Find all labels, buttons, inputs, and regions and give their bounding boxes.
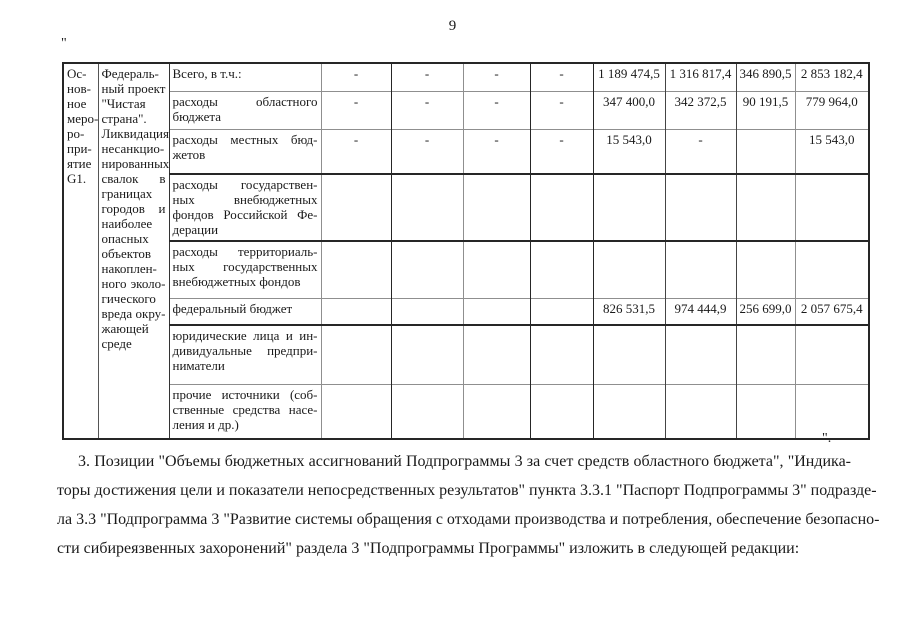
empty-cell [463,298,530,325]
value-cell: 2 853 182,4 [795,63,869,91]
dash-cell: - [321,129,391,174]
value-cell: 347 400,0 [593,91,665,129]
budget-table [62,62,870,440]
value-cell: 90 191,5 [736,91,795,129]
empty-cell [463,174,530,241]
empty-cell [530,325,593,384]
empty-cell [593,325,665,384]
empty-cell [665,241,736,298]
paragraph-line: сти сибиреязвенных захоронений" раздела 3 "Подпрограммы Программы" изложить в следующей редакции: [57,540,800,557]
table-row [63,63,869,91]
project-cell: Федераль-ный проект "Чистая страна". Ликвидация несанкцио-нированных свалок в границах городов и наиболее опасных объектов накоплен-ного эколо-гического вреда окру-жающей среде [98,63,169,439]
dash-cell: - [463,129,530,174]
row-label: прочие источники (соб-ственные средства насе-ления и др.) [169,384,321,439]
value-cell: 256 699,0 [736,298,795,325]
dash-cell: - [530,129,593,174]
value-cell: 2 057 675,4 [795,298,869,325]
closing-quote: ". [822,431,832,446]
empty-cell [593,174,665,241]
empty-cell [321,325,391,384]
measure-cell: Ос-нов-ное меро-ро-при-ятие G1. [63,63,98,439]
table-row [63,384,869,439]
value-cell: 15 543,0 [795,129,869,174]
empty-cell [391,325,463,384]
opening-quote: " [61,36,67,51]
empty-cell [665,174,736,241]
empty-cell [795,384,869,439]
empty-cell [530,174,593,241]
paragraph-line: ла 3.3 "Подпрограмма 3 "Развитие системы обращения с отходами производства и потребления, обеспечение безопасно- [57,511,880,528]
dash-cell: - [391,91,463,129]
dash-cell: - [321,63,391,91]
empty-cell [736,241,795,298]
empty-cell [593,384,665,439]
value-cell: 974 444,9 [665,298,736,325]
empty-cell [463,241,530,298]
dash-cell: - [391,129,463,174]
value-cell: 346 890,5 [736,63,795,91]
empty-cell [321,298,391,325]
row-label: расходы государствен-ных внебюджетных фондов Российской Фе-дерации [169,174,321,241]
page-number: 9 [448,18,457,34]
table-row [63,325,869,384]
row-label: расходы территориаль-ных государственных внебюджетных фондов [169,241,321,298]
value-cell: 15 543,0 [593,129,665,174]
empty-cell [463,384,530,439]
empty-cell [736,174,795,241]
empty-cell [391,384,463,439]
table-row [63,241,869,298]
row-label: юридические лица и ин-дивидуальные предпри-ниматели [169,325,321,384]
value-cell [736,129,795,174]
paragraph-line: торы достижения цели и показатели непосредственных результатов" пункта 3.3.1 "Паспорт Подпрограммы 3" подразде- [57,482,877,499]
row-label: расходы местных бюд-жетов [169,129,321,174]
empty-cell [665,325,736,384]
dash-cell: - [463,63,530,91]
empty-cell [530,384,593,439]
empty-cell [321,241,391,298]
empty-cell [530,241,593,298]
value-cell: 1 189 474,5 [593,63,665,91]
row-label: расходы областного бюджета [169,91,321,129]
table-row [63,298,869,325]
empty-cell [391,298,463,325]
paragraph-line: 3. Позиции "Объемы бюджетных ассигнований Подпрограммы 3 за счет средств областного бюджета", "Индика- [78,453,851,470]
dash-cell: - [463,91,530,129]
amendment-paragraph [57,447,880,563]
empty-cell [321,174,391,241]
empty-cell [736,325,795,384]
empty-cell [795,174,869,241]
table-row [63,174,869,241]
empty-cell [391,174,463,241]
table-row [63,129,869,174]
empty-cell [593,241,665,298]
dash-cell: - [391,63,463,91]
empty-cell [736,384,795,439]
value-cell: - [665,129,736,174]
value-cell: 1 316 817,4 [665,63,736,91]
empty-cell [795,241,869,298]
value-cell: 779 964,0 [795,91,869,129]
empty-cell [530,298,593,325]
row-label: федеральный бюджет [169,298,321,325]
value-cell: 826 531,5 [593,298,665,325]
empty-cell [665,384,736,439]
value-cell: 342 372,5 [665,91,736,129]
empty-cell [321,384,391,439]
dash-cell: - [530,63,593,91]
dash-cell: - [321,91,391,129]
empty-cell [391,241,463,298]
dash-cell: - [530,91,593,129]
empty-cell [795,325,869,384]
empty-cell [463,325,530,384]
row-label: Всего, в т.ч.: [169,63,321,91]
table-row [63,91,869,129]
